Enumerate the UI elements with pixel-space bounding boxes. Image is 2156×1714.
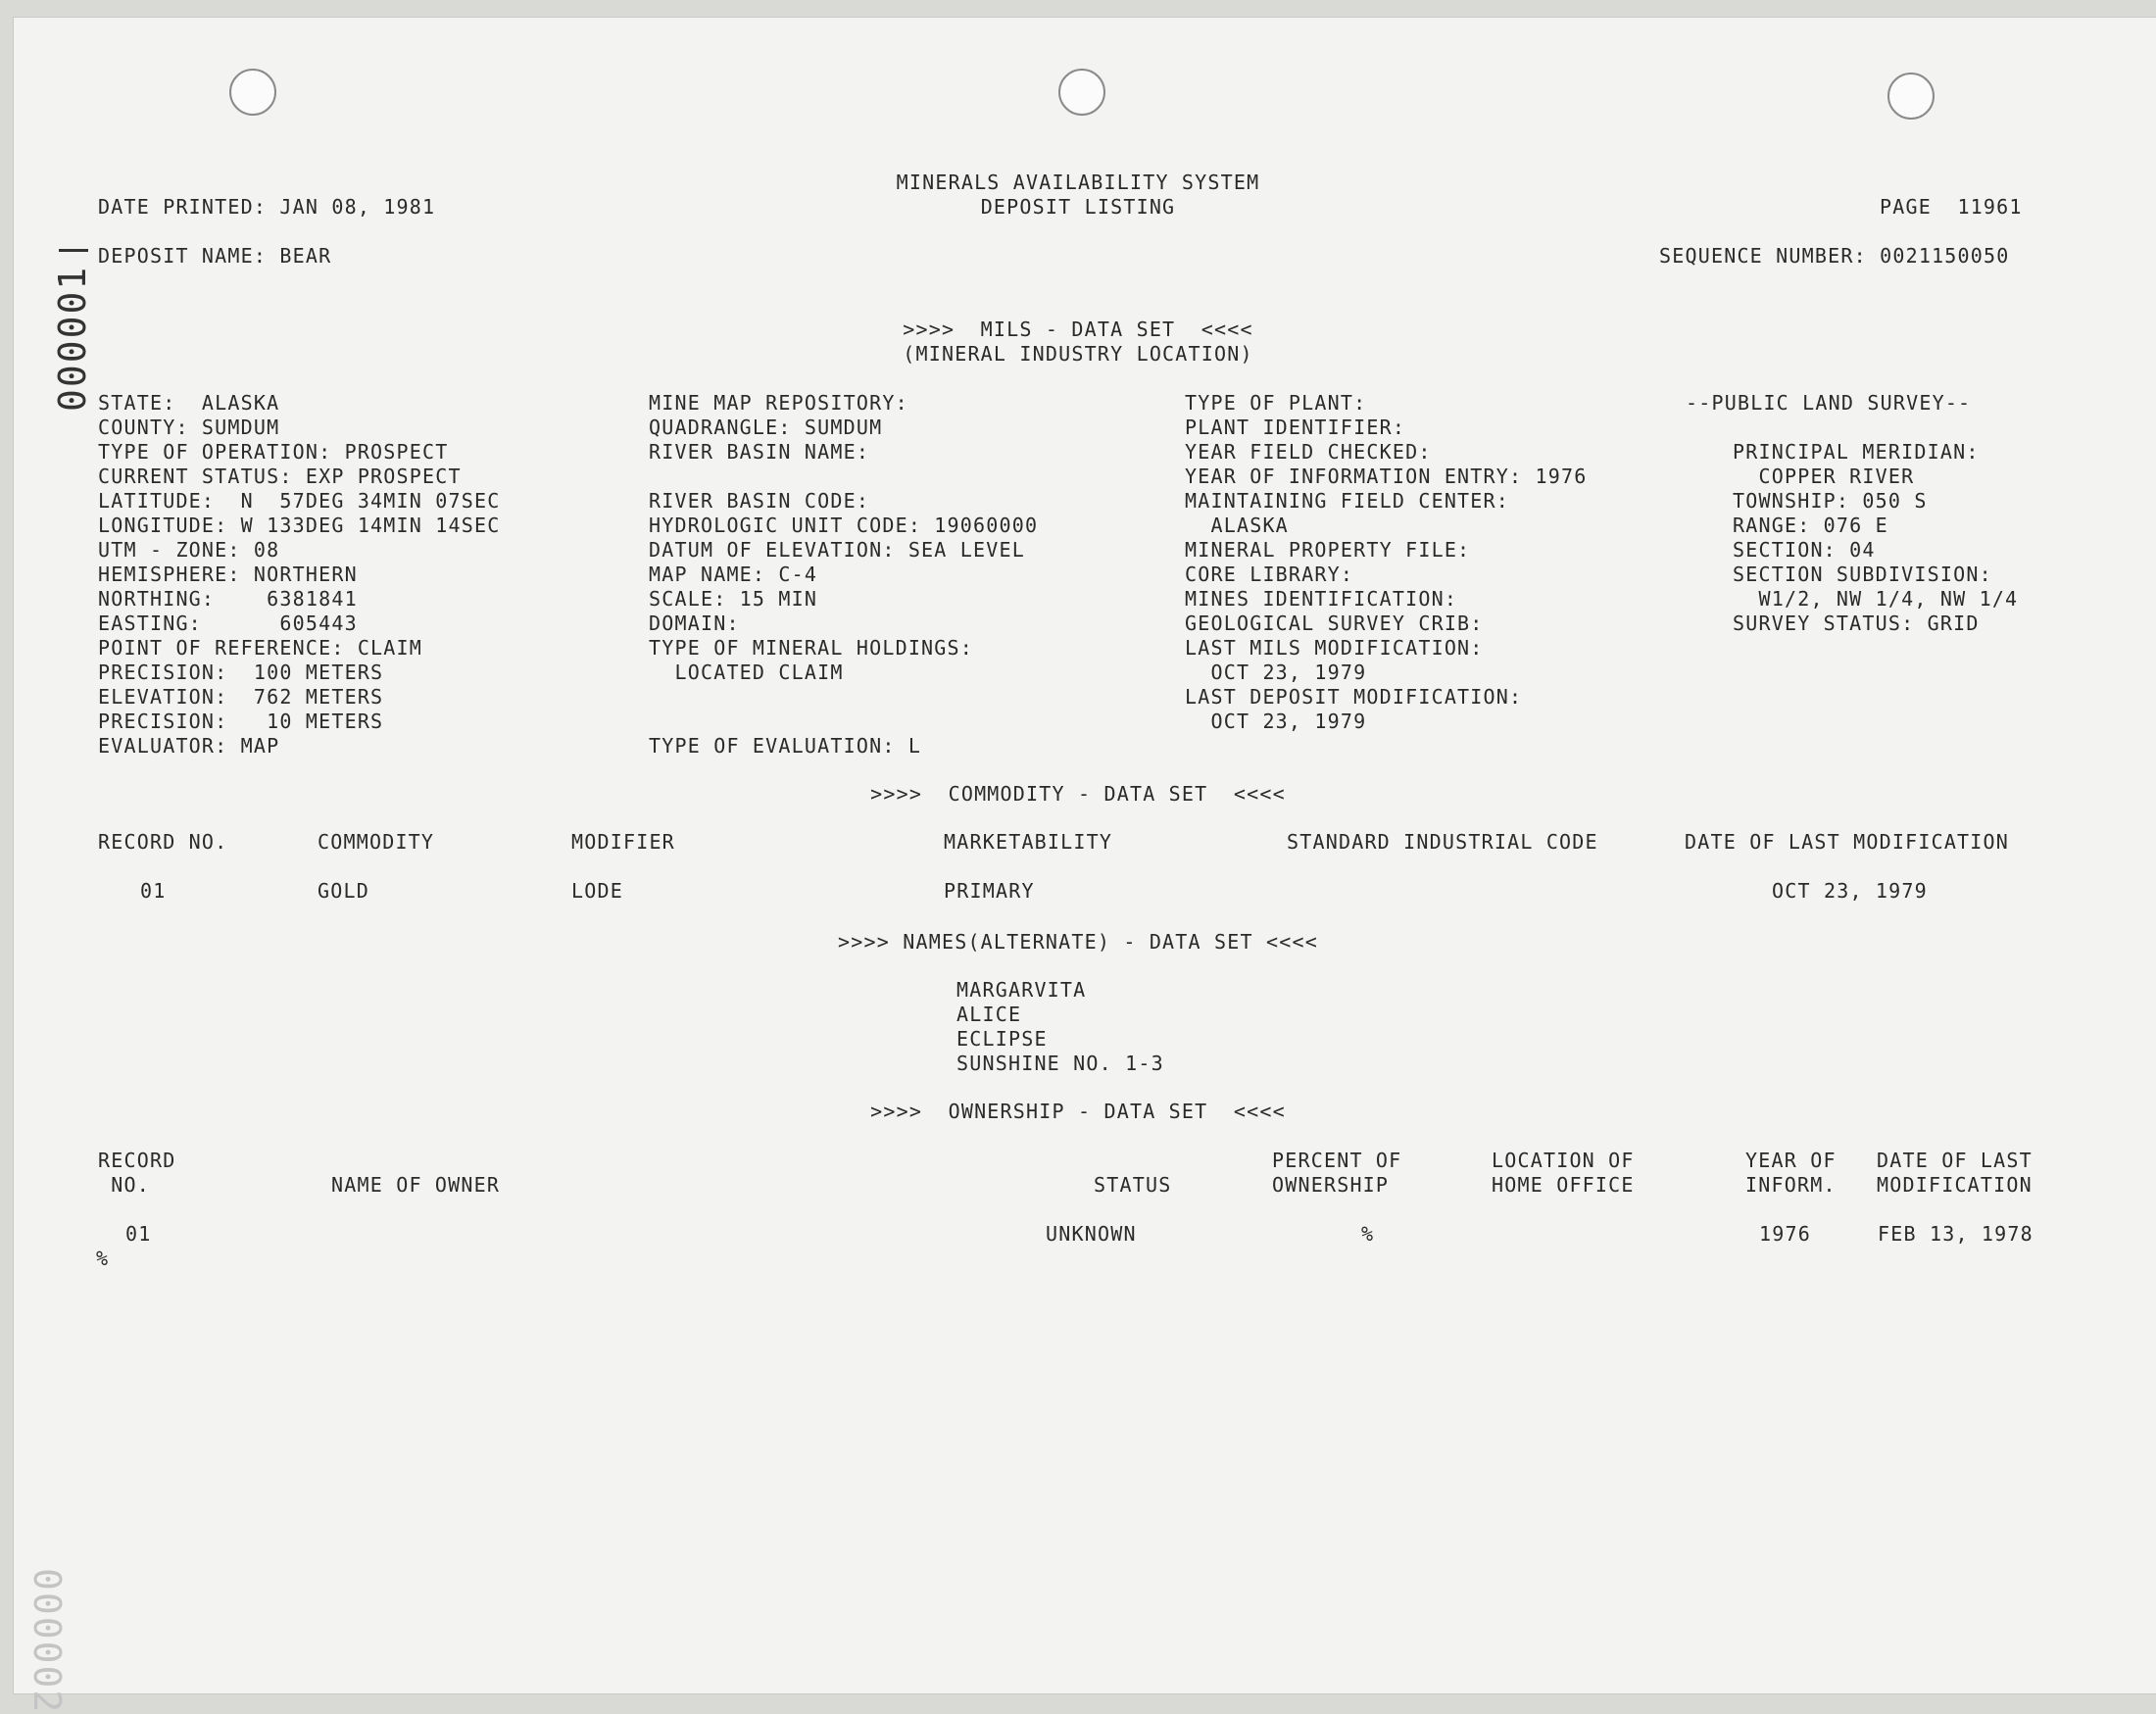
mils-field: MINE MAP REPOSITORY: [649,391,908,415]
commodity-header-sic: STANDARD INDUSTRIAL CODE [1287,830,1598,854]
alternate-name: MARGARVITA [956,978,1087,1002]
mils-field: NORTHING: 6381841 [98,587,358,611]
commodity-record: 01 [140,879,167,903]
mils-field: PRECISION: 100 METERS [98,661,384,684]
ownership-year: 1976 [1759,1222,1811,1246]
mils-field: YEAR OF INFORMATION ENTRY: 1976 [1185,465,1588,488]
commodity-header-record: RECORD NO. [98,830,228,854]
mils-subheading: (MINERAL INDUSTRY LOCATION) [903,342,1253,366]
printout-sheet [14,18,2156,1693]
mils-field: LOCATED CLAIM [649,661,844,684]
page-stamp: 000001 [51,265,94,412]
ownership-header-percent: PERCENT OF OWNERSHIP [1272,1149,1402,1197]
mils-heading: >>>> MILS - DATA SET <<<< [903,318,1253,341]
commodity-marketability: PRIMARY [944,879,1035,903]
names-heading: >>>> NAMES(ALTERNATE) - DATA SET <<<< [838,930,1318,954]
mils-field: LONGITUDE: W 133DEG 14MIN 14SEC [98,514,501,537]
mils-field: MINERAL PROPERTY FILE: [1185,538,1471,562]
mils-field: EASTING: 605443 [98,612,358,635]
mils-field: DOMAIN: [649,612,740,635]
mils-field: STATE: ALASKA [98,391,280,415]
mils-field: ELEVATION: 762 METERS [98,685,384,709]
mils-field: LAST MILS MODIFICATION: [1185,636,1484,660]
page-number: PAGE 11961 [1880,195,2023,219]
alternate-name: ECLIPSE [956,1027,1048,1051]
mils-field: PLANT IDENTIFIER: [1185,416,1406,439]
mils-field: TOWNSHIP: 050 S [1733,489,1928,513]
mils-field: RIVER BASIN CODE: [649,489,870,513]
mils-field: POINT OF REFERENCE: CLAIM [98,636,423,660]
sequence-number: SEQUENCE NUMBER: 0021150050 [1659,244,2010,268]
report-title: MINERALS AVAILABILITY SYSTEM [896,171,1260,194]
commodity-header-modifier: MODIFIER [571,830,675,854]
ownership-footnote: % [96,1247,110,1270]
mils-field: SCALE: 15 MIN [649,587,818,611]
mils-field: SURVEY STATUS: GRID [1733,612,1980,635]
ownership-header-year: YEAR OF INFORM. [1745,1149,1837,1197]
mils-field: ALASKA [1185,514,1289,537]
mils-field: W1/2, NW 1/4, NW 1/4 [1733,587,2019,611]
mils-field: LATITUDE: N 57DEG 34MIN 07SEC [98,489,501,513]
ownership-header-status: STATUS [1094,1173,1172,1197]
mils-field: MAP NAME: C-4 [649,563,818,586]
ownership-header-record: RECORD NO. [98,1149,176,1197]
mils-field: TYPE OF PLANT: [1185,391,1367,415]
ownership-date: FEB 13, 1978 [1878,1222,2034,1246]
mils-field: MINES IDENTIFICATION: [1185,587,1458,611]
mils-field: RIVER BASIN NAME: [649,440,870,464]
mils-field: TYPE OF OPERATION: PROSPECT [98,440,449,464]
ownership-header-location: LOCATION OF HOME OFFICE [1492,1149,1635,1197]
mils-field: COPPER RIVER [1733,465,1915,488]
mils-field: HEMISPHERE: NORTHERN [98,563,358,586]
mils-field: SECTION SUBDIVISION: [1733,563,1992,586]
mils-field: TYPE OF EVALUATION: L [649,734,922,758]
mils-field: HYDROLOGIC UNIT CODE: 19060000 [649,514,1039,537]
deposit-name: DEPOSIT NAME: BEAR [98,244,332,268]
date-printed: DATE PRINTED: JAN 08, 1981 [98,195,436,219]
faint-page-stamp: 000002 [25,1568,69,1714]
ownership-status: UNKNOWN [1046,1222,1137,1246]
mils-field: DATUM OF ELEVATION: SEA LEVEL [649,538,1025,562]
mils-field: PRINCIPAL MERIDIAN: [1733,440,1980,464]
commodity-header-commodity: COMMODITY [318,830,435,854]
mils-field: CORE LIBRARY: [1185,563,1354,586]
mils-field: LAST DEPOSIT MODIFICATION: [1185,685,1523,709]
ownership-header-date: DATE OF LAST MODIFICATION [1877,1149,2033,1197]
ownership-header-owner: NAME OF OWNER [331,1173,501,1197]
ownership-record: 01 [125,1222,152,1246]
alternate-name: SUNSHINE NO. 1-3 [956,1052,1164,1075]
stamp-dash [59,249,88,252]
commodity-heading: >>>> COMMODITY - DATA SET <<<< [870,782,1286,806]
commodity-header-marketability: MARKETABILITY [944,830,1113,854]
mils-field: YEAR FIELD CHECKED: [1185,440,1432,464]
punch-hole-center [1058,69,1105,116]
mils-field: UTM - ZONE: 08 [98,538,280,562]
mils-field: QUADRANGLE: SUMDUM [649,416,883,439]
mils-field: COUNTY: SUMDUM [98,416,280,439]
ownership-heading: >>>> OWNERSHIP - DATA SET <<<< [870,1100,1286,1123]
public-land-survey-heading: --PUBLIC LAND SURVEY-- [1686,391,1972,415]
commodity-header-date: DATE OF LAST MODIFICATION [1685,830,2010,854]
mils-field: SECTION: 04 [1733,538,1876,562]
mils-field: RANGE: 076 E [1733,514,1888,537]
mils-field: TYPE OF MINERAL HOLDINGS: [649,636,974,660]
mils-field: MAINTAINING FIELD CENTER: [1185,489,1510,513]
commodity-name: GOLD [318,879,369,903]
mils-field: PRECISION: 10 METERS [98,710,384,733]
report-subtitle: DEPOSIT LISTING [980,195,1176,219]
ownership-percent: % [1361,1222,1375,1246]
alternate-name: ALICE [956,1003,1022,1026]
commodity-modifier: LODE [571,879,623,903]
punch-hole-left [229,69,276,116]
mils-field: EVALUATOR: MAP [98,734,280,758]
commodity-date: OCT 23, 1979 [1772,879,1928,903]
punch-hole-right [1887,73,1935,120]
mils-field: GEOLOGICAL SURVEY CRIB: [1185,612,1484,635]
mils-field: OCT 23, 1979 [1185,710,1367,733]
mils-field: CURRENT STATUS: EXP PROSPECT [98,465,462,488]
mils-field: OCT 23, 1979 [1185,661,1367,684]
